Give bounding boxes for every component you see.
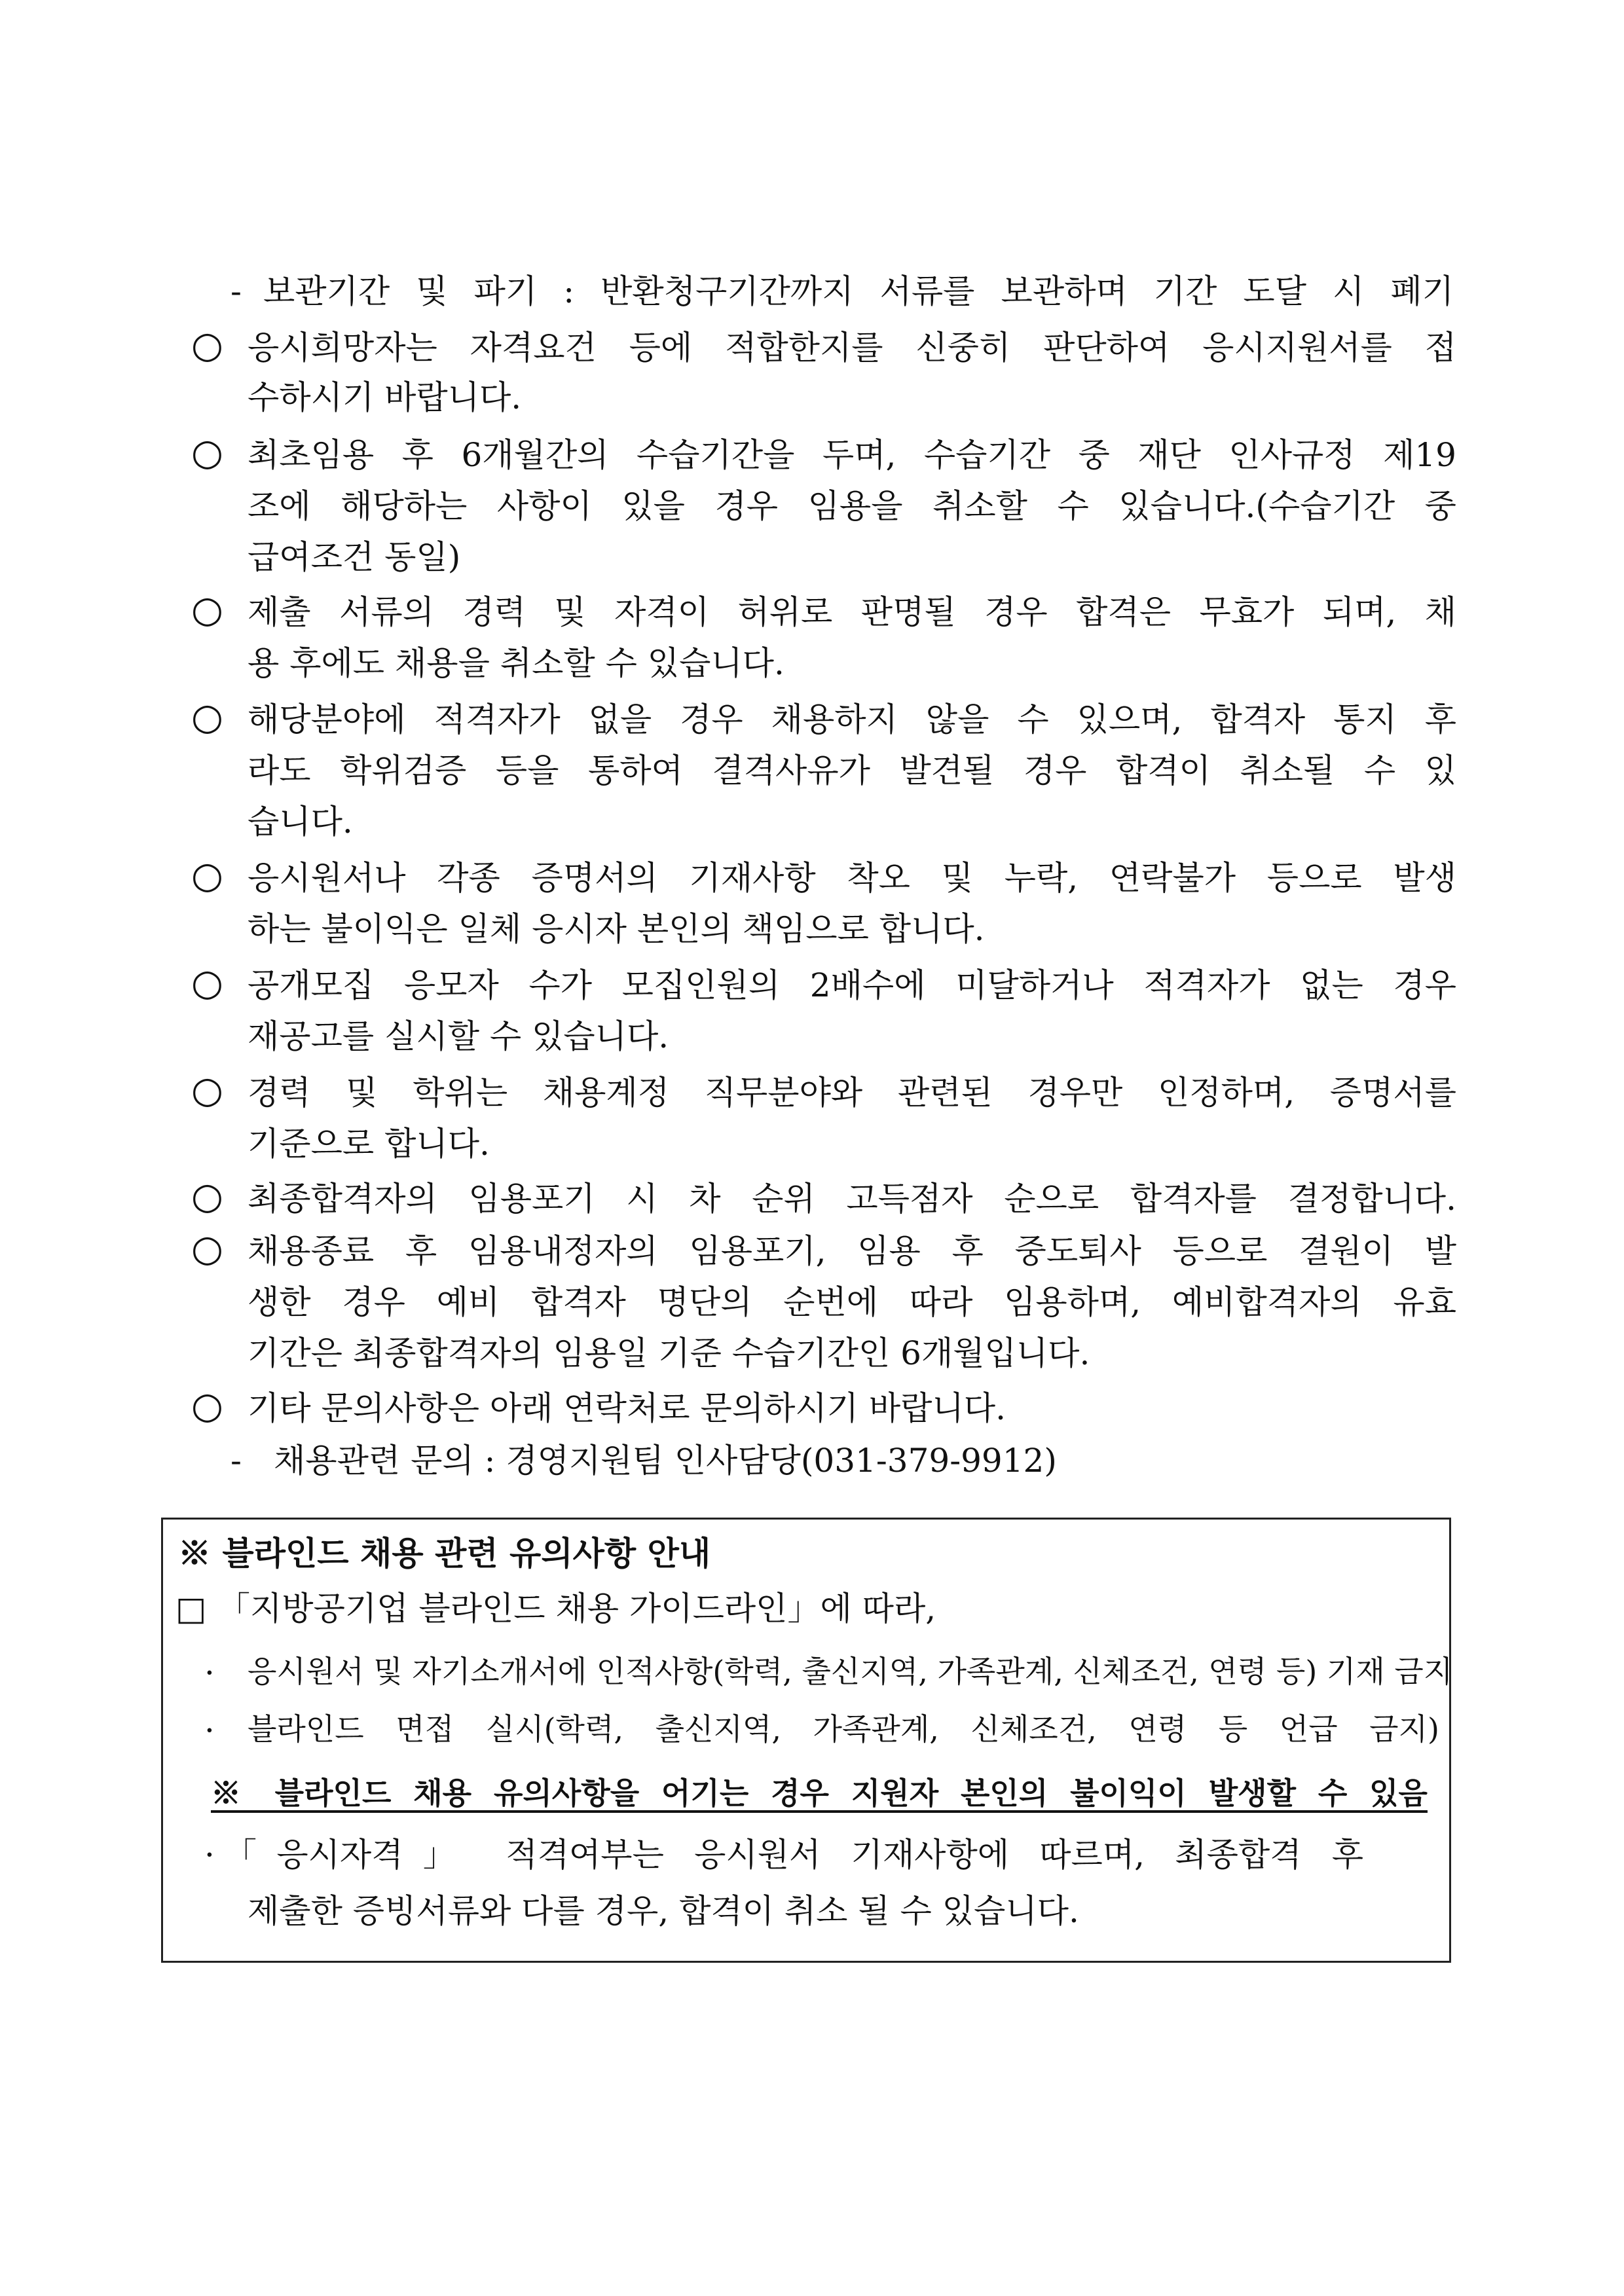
- circle-bullet-icon: ○: [191, 589, 223, 631]
- item-5-line-1: 재공고를 실시할 수 있습니다.: [248, 1017, 669, 1055]
- circle-bullet-icon: ○: [191, 1069, 223, 1112]
- item-3-line-1: 라도 학위검증 등을 통하여 결격사유가 발견될 경우 합격이 취소될 수 있: [248, 752, 1456, 790]
- item-7-line-0: 최종합격자의 임용포기 시 차 순위 고득점자 순으로 합격자를 결정합니다.: [248, 1180, 1456, 1218]
- circle-bullet-icon: ○: [191, 1175, 223, 1218]
- contact-text: 채용관련 문의 : 경영지원팀 인사담당(031-379-9912): [274, 1442, 1057, 1480]
- middle-dot-icon: ·: [204, 1711, 215, 1749]
- notice-warning: ※ 블라인드 채용 유의사항을 어기는 경우 지원자 본인의 불이익이 발생할 수 있음: [211, 1776, 1428, 1811]
- item-6-line-0: 경력 및 학위는 채용계정 직무분야와 관련된 경우만 인정하며, 증명서를: [248, 1074, 1456, 1112]
- guideline-text: 「지방공기업 블라인드 채용 가이드라인」에 따라,: [217, 1590, 936, 1628]
- checkbox-square-icon: □: [175, 1590, 207, 1628]
- contact-dash-marker: -: [231, 1442, 242, 1480]
- item-9-line-0: 기타 문의사항은 아래 연락처로 문의하시기 바랍니다.: [248, 1389, 1006, 1427]
- circle-bullet-icon: ○: [191, 431, 223, 474]
- item-1-line-1: 조에 해당하는 사항이 있을 경우 임용을 취소할 수 있습니다.(수습기간 중: [248, 487, 1456, 525]
- item-8-line-0: 채용종료 후 임용내정자의 임용포기, 임용 후 중도퇴사 등으로 결원이 발: [248, 1232, 1456, 1270]
- item-8-line-1: 생한 경우 예비 합격자 명단의 순번에 따라 임용하며, 예비합격자의 유효: [248, 1283, 1456, 1321]
- item-6-line-1: 기준으로 합니다.: [248, 1125, 490, 1163]
- item-3-line-2: 습니다.: [248, 803, 353, 841]
- notice-bullet-1: 블라인드 면접 실시(학력, 출신지역, 가족관계, 신체조건, 연령 등 언급 금지): [248, 1711, 1439, 1747]
- notice-final-line-1: 제출한 증빙서류와 다를 경우, 합격이 취소 될 수 있습니다.: [248, 1892, 1079, 1930]
- intro-dash-marker: -: [231, 272, 242, 310]
- item-8-line-2: 기간은 최종합격자의 임용일 기준 수습기간인 6개월입니다.: [248, 1334, 1090, 1372]
- item-0-line-0: 응시희망자는 자격요건 등에 적합한지를 신중히 판단하여 응시지원서를 접: [248, 329, 1456, 367]
- item-5-line-0: 공개모집 응모자 수가 모집인원의 2배수에 미달하거나 적격자가 없는 경우: [248, 966, 1456, 1004]
- item-3-line-0: 해당분야에 적격자가 없을 경우 채용하지 않을 수 있으며, 합격자 통지 후: [248, 701, 1456, 738]
- item-4-line-0: 응시원서나 각종 증명서의 기재사항 착오 및 누락, 연락불가 등으로 발생: [248, 859, 1456, 897]
- item-1-line-0: 최초임용 후 6개월간의 수습기간을 두며, 수습기간 중 재단 인사규정 제19: [248, 436, 1456, 474]
- item-1-line-2: 급여조건 동일): [248, 538, 461, 576]
- circle-bullet-icon: ○: [191, 696, 223, 738]
- notice-bullet-0: 응시원서 및 자기소개서에 인적사항(학력, 출신지역, 가족관계, 신체조건, 연령 등) 기재 금지: [248, 1654, 1453, 1689]
- circle-bullet-icon: ○: [191, 1385, 223, 1427]
- item-4-line-1: 하는 불이익은 일체 응시자 본인의 책임으로 합니다.: [248, 910, 985, 948]
- circle-bullet-icon: ○: [191, 324, 223, 367]
- notice-final-line-0: 「응시자격」 적격여부는 응시원서 기재사항에 따르며, 최종합격 후: [224, 1836, 1363, 1874]
- item-2-line-0: 제출 서류의 경력 및 자격이 허위로 판명될 경우 합격은 무효가 되며, 채: [248, 593, 1456, 631]
- middle-dot-icon: ·: [204, 1654, 215, 1692]
- notice-title: ※ 블라인드 채용 관련 유의사항 안내: [178, 1534, 711, 1573]
- middle-dot-icon: ·: [204, 1836, 215, 1874]
- item-0-line-1: 수하시기 바랍니다.: [248, 378, 522, 416]
- circle-bullet-icon: ○: [191, 962, 223, 1004]
- intro-dash-text: 보관기간 및 파기 : 반환청구기간까지 서류를 보관하며 기간 도달 시 폐기: [263, 272, 1454, 310]
- circle-bullet-icon: ○: [191, 854, 223, 897]
- circle-bullet-icon: ○: [191, 1228, 223, 1270]
- item-2-line-1: 용 후에도 채용을 취소할 수 있습니다.: [248, 644, 784, 682]
